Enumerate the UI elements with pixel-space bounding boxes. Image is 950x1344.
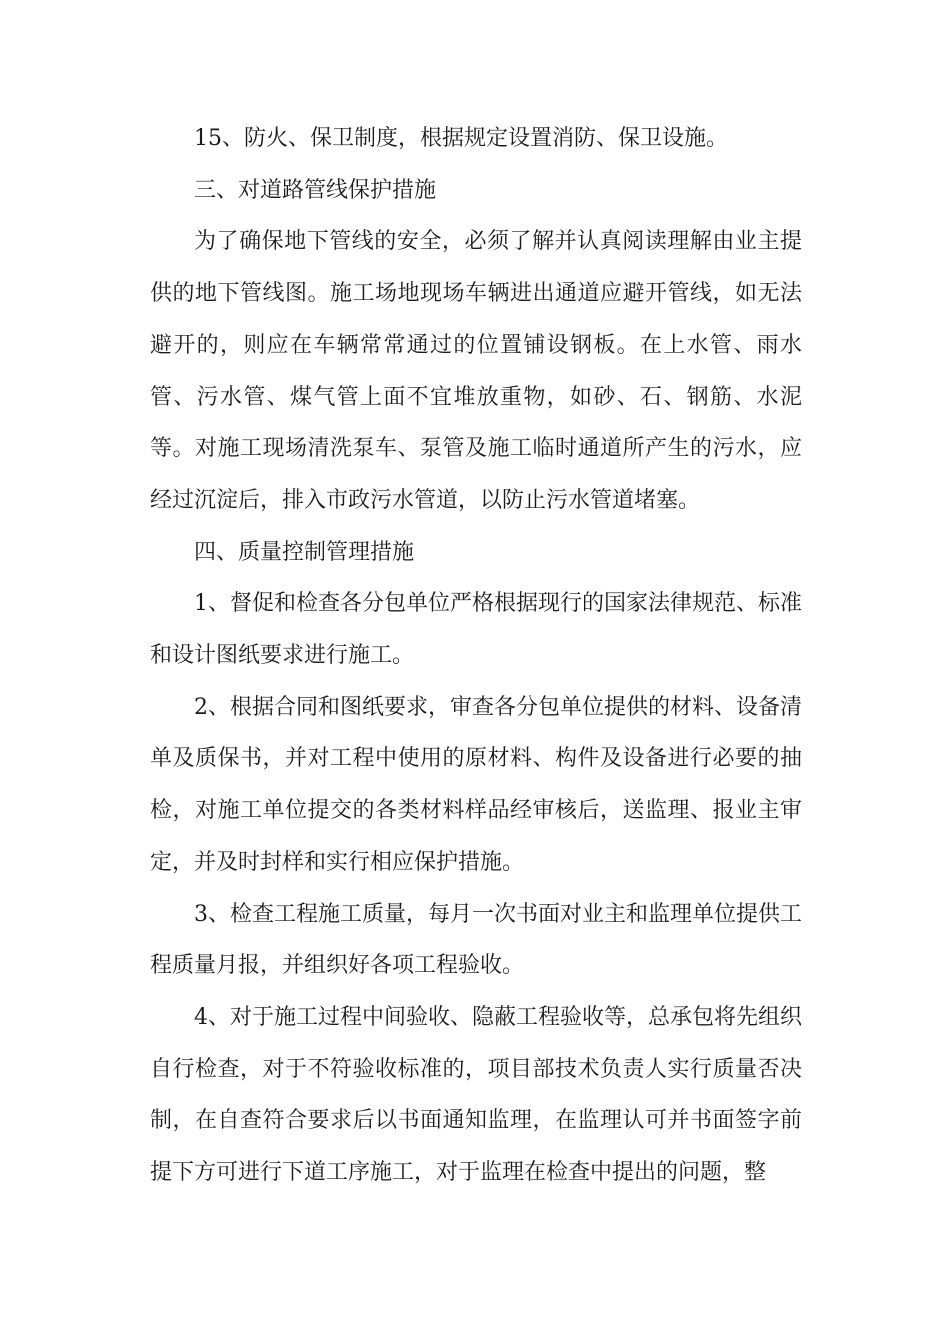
paragraph-pipeline-protection: 为了确保地下管线的安全，必须了解并认真阅读理解由业主提供的地下管线图。施工场地现场车辆进出通道应避开管线，如无法避开的，则应在车辆常常通过的位置铺设钢板。在上水管、雨水管、污水管、煤气管上面不宜堆放重物，如砂、石、钢筋、水泥等。对施工现场清洗泵车、泵管及施工临时通道所产生的污水，应经过沉淀后，排入市政污水管道，以防止污水管道堵塞。	[150, 229, 802, 513]
heading-quality-control: 四、质量控制管理措施	[194, 539, 415, 565]
paragraph-fire-security: 15、防火、保卫制度，根据规定设置消防、保卫设施。	[194, 126, 728, 151]
heading-pipeline-protection: 三、对道路管线保护措施	[194, 177, 437, 203]
paragraph-quality-item-3: 3、检查工程施工质量，每月一次书面对业主和监理单位提供工程质量月报，并组织好各项工程验收。	[150, 901, 802, 979]
paragraph-quality-item-1: 1、督促和检查各分包单位严格根据现行的国家法律规范、标准和设计图纸要求进行施工。	[150, 591, 802, 669]
paragraph-quality-item-2: 2、根据合同和图纸要求，审查各分包单位提供的材料、设备清单及质保书，并对工程中使用的原材料、构件及设备进行必要的抽检，对施工单位提交的各类材料样品经审核后，送监理、报业主审定，并及时封样和实行相应保护措施。	[150, 694, 802, 875]
paragraph-quality-item-4: 4、对于施工过程中间验收、隐蔽工程验收等，总承包将先组织自行检查，对于不符验收标准的，项目部技术负责人实行质量否决制，在自查符合要求后以书面通知监理，在监理认可并书面签字前提下方可进行下道工序施工，对于监理在检查中提出的问题，整	[150, 1004, 802, 1186]
document-body	[150, 113, 802, 1199]
